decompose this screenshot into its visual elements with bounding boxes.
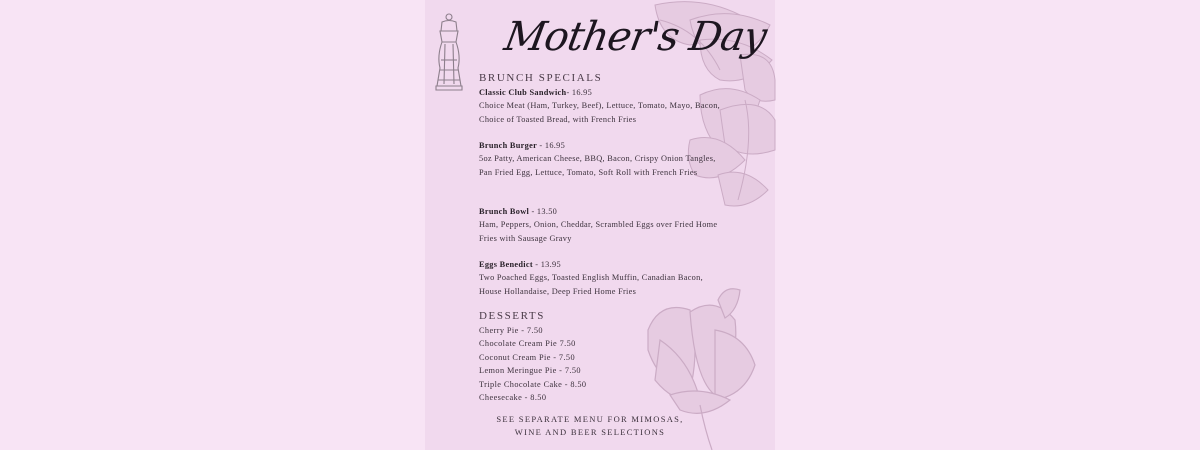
menu-item-classic-club-sandwich bbox=[479, 86, 724, 126]
menu-item-brunch-bowl bbox=[479, 205, 724, 245]
page-title: Mother's Day bbox=[500, 14, 770, 60]
item-description: Ham, Peppers, Onion, Cheddar, Scrambled Eggs over Fried Home Fries with Sausage Gravy bbox=[479, 220, 718, 243]
desserts-heading: DESSERTS bbox=[479, 310, 545, 322]
drinks-note-line-2: WINE AND BEER SELECTIONS bbox=[514, 426, 666, 437]
item-price: - 13.95 bbox=[532, 260, 561, 269]
menu-item-brunch-burger bbox=[479, 139, 724, 179]
item-name: Brunch Bowl bbox=[479, 207, 530, 216]
dessert-item: Coconut Cream Pie - 7.50 bbox=[479, 352, 576, 362]
drinks-note-line-1: SEE SEPARATE MENU FOR MIMOSAS, bbox=[496, 414, 684, 424]
item-price: - 16.95 bbox=[566, 88, 593, 97]
item-description: Two Poached Eggs, Toasted English Muffin, Canadian Bacon, House Hollandaise, Deep Fried Home Fries bbox=[479, 273, 703, 296]
item-price: - 16.95 bbox=[537, 141, 566, 150]
drinks-note bbox=[470, 413, 710, 438]
item-name: Brunch Burger bbox=[479, 141, 538, 150]
item-description: 5oz Patty, American Cheese, BBQ, Bacon, Crispy Onion Tangles, Pan Fried Egg, Lettuce, Tomato, Soft Roll with French Fries bbox=[479, 154, 716, 177]
item-description: Choice Meat (Ham, Turkey, Beef), Lettuce, Tomato, Mayo, Bacon, Choice of Toasted Bread, with French Fries bbox=[479, 101, 721, 124]
menu-item-eggs-benedict bbox=[479, 258, 724, 298]
dessert-item: Lemon Meringue Pie - 7.50 bbox=[479, 366, 581, 376]
pepper-mill-icon bbox=[436, 14, 462, 90]
dessert-item: Cheesecake - 8.50 bbox=[479, 393, 547, 403]
item-price: - 13.50 bbox=[529, 207, 558, 216]
item-name: Eggs Benedict bbox=[479, 260, 533, 269]
brunch-specials-heading: BRUNCH SPECIALS bbox=[479, 72, 603, 84]
dessert-item: Triple Chocolate Cake - 8.50 bbox=[479, 379, 587, 389]
dessert-list bbox=[479, 324, 586, 404]
item-name: Classic Club Sandwich bbox=[479, 88, 567, 97]
dessert-item: Cherry Pie - 7.50 bbox=[479, 326, 543, 335]
dessert-item: Chocolate Cream Pie 7.50 bbox=[479, 339, 576, 349]
